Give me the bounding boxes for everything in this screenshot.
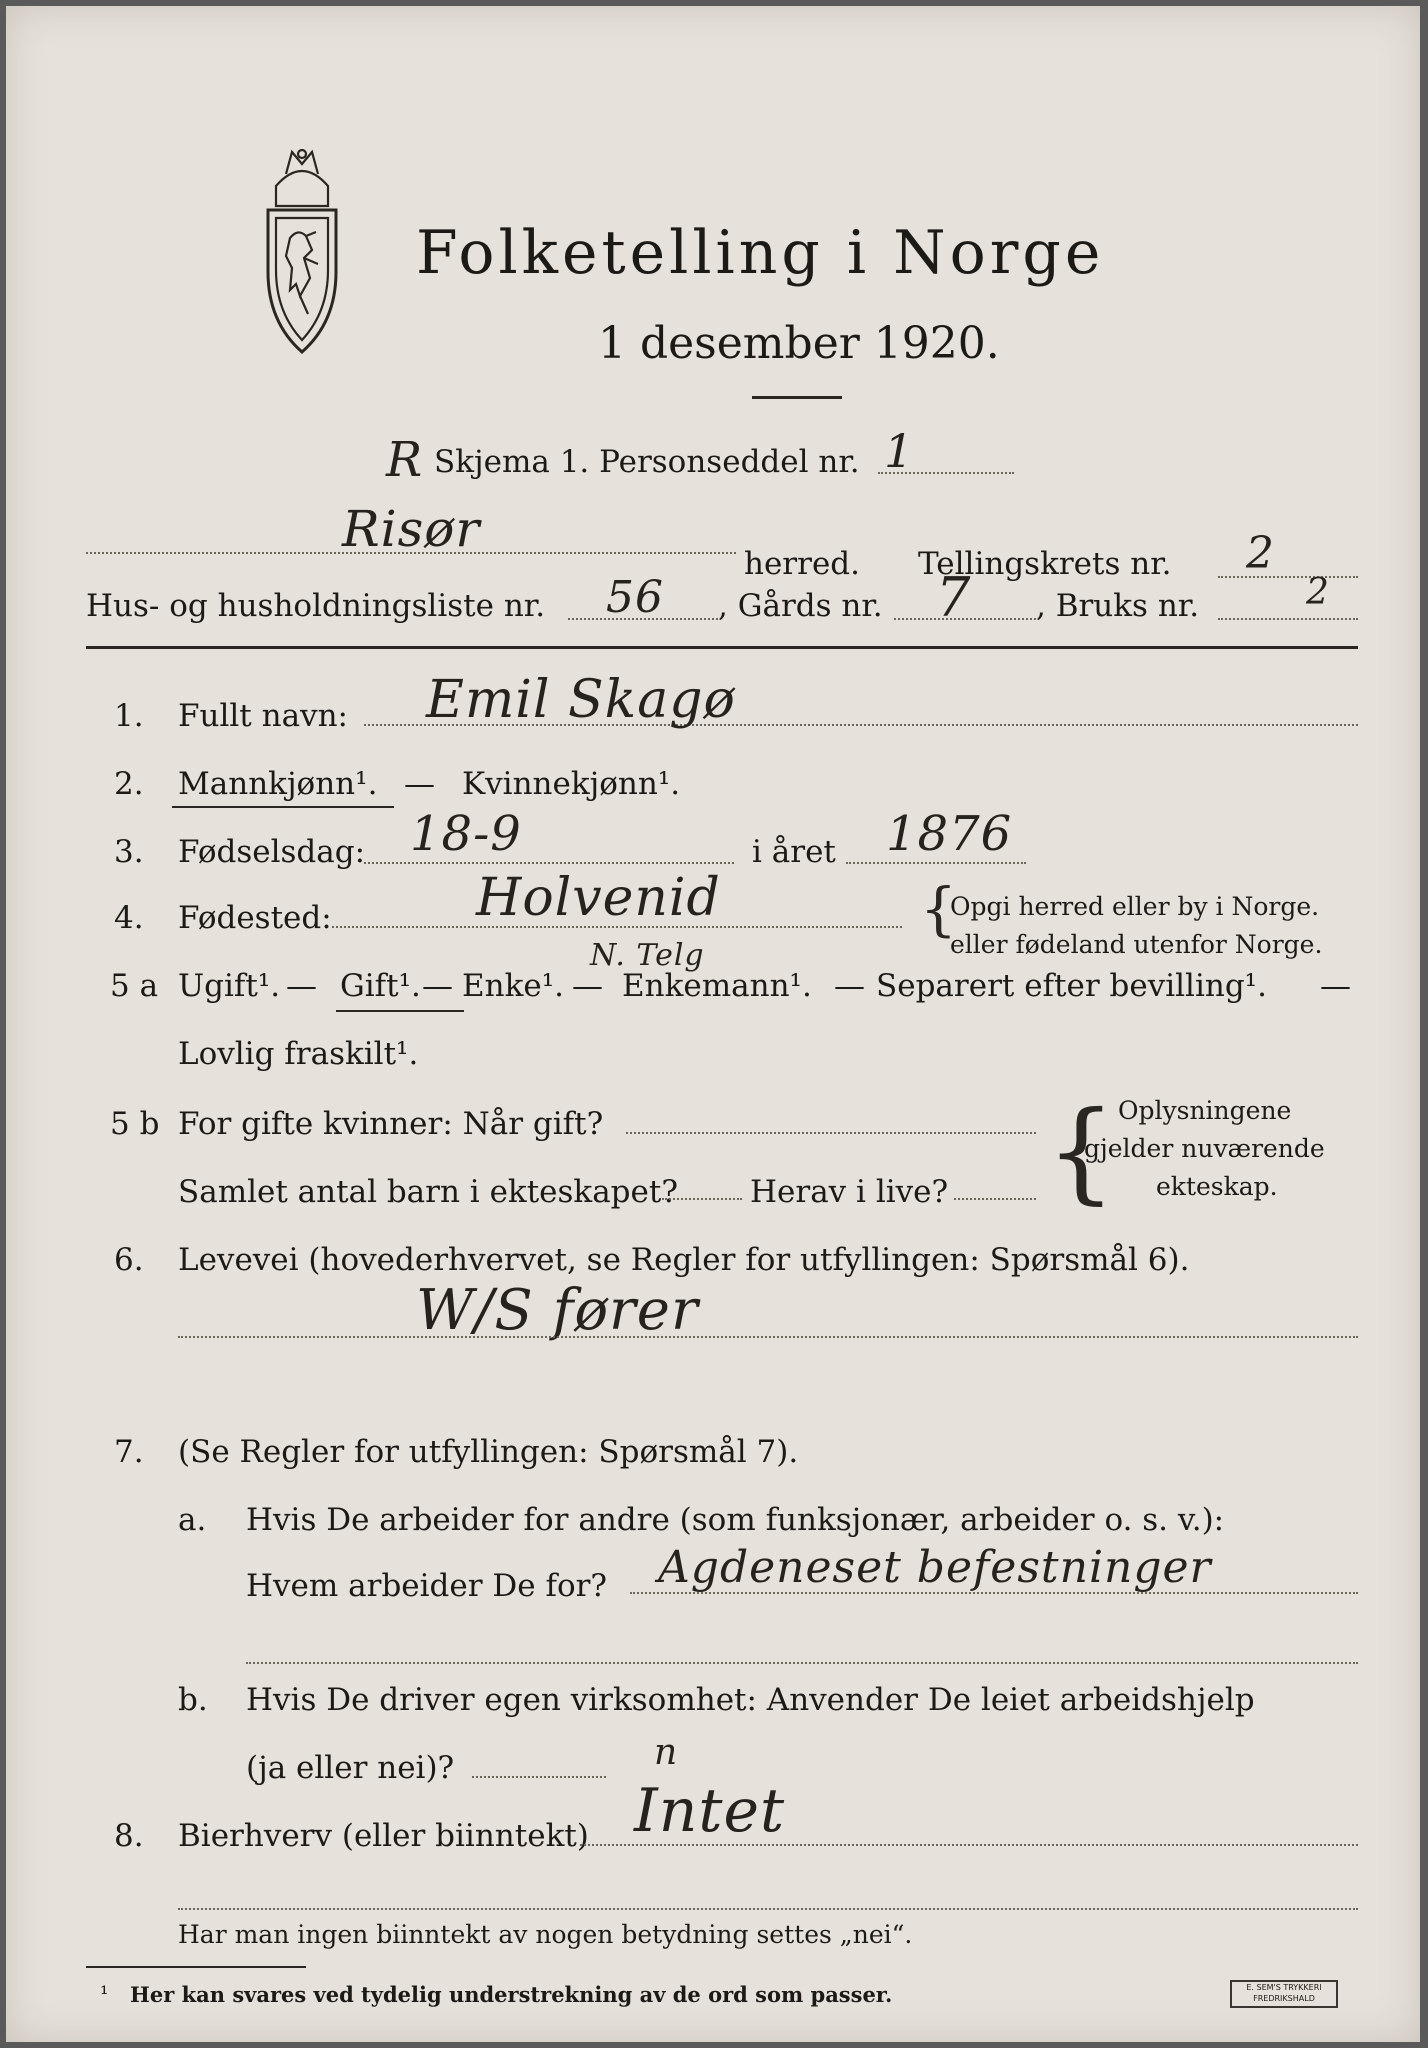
q5a-sep-2: — <box>422 968 453 1004</box>
option-lovlig-fraskilt[interactable]: Lovlig fraskilt¹. <box>178 1036 419 1072</box>
q3-year-label: i året <box>752 834 836 870</box>
q4-hint-line1: Opgi herred eller by i Norge. <box>950 892 1320 921</box>
q4-hint-line2: eller fødeland utenfor Norge. <box>950 930 1323 959</box>
q2-number: 2. <box>114 766 144 802</box>
q1-number: 1. <box>114 698 144 734</box>
q7-number: 7. <box>114 1434 144 1470</box>
q7b-letter: b. <box>178 1682 208 1718</box>
q8-extra-line <box>178 1908 1358 1910</box>
hus-label: Hus- og husholdningsliste nr. <box>86 588 546 624</box>
q6-line <box>178 1336 1358 1338</box>
form-title: Folketelling i Norge <box>416 218 1105 288</box>
q2-separator: — <box>404 766 435 802</box>
skjema-initial-hand: R <box>386 432 424 488</box>
q3-label: Fødselsdag: <box>178 834 366 870</box>
bruks-nr-line <box>1218 618 1358 620</box>
q4-label: Fødested: <box>178 900 332 936</box>
option-kvinnekjonn[interactable]: Kvinnekjønn¹. <box>462 766 681 802</box>
occupation[interactable]: W/S fører <box>416 1278 699 1343</box>
footnote-rule <box>86 1966 306 1968</box>
header-rule <box>86 646 1358 649</box>
q7-label: (Se Regler for utfyllingen: Spørsmål 7). <box>178 1434 799 1470</box>
q6-label: Levevei (hovederhvervet, se Regler for utfyllingen: Spørsmål 6). <box>178 1242 1190 1278</box>
q7a-line1: Hvis De arbeider for andre (som funksjonær, arbeider o. s. v.): <box>246 1502 1225 1538</box>
census-date: 1 desember 1920. <box>598 318 1000 369</box>
q4-number: 4. <box>114 900 144 936</box>
q5a-number: 5 a <box>110 968 159 1004</box>
q7a-line2: Hvem arbeider De for? <box>246 1568 608 1604</box>
herred-name[interactable]: Risør <box>342 500 481 558</box>
side-income[interactable]: Intet <box>634 1776 786 1846</box>
footnote-mark: ¹ <box>100 1982 109 2006</box>
q5a-sep-5: — <box>1320 968 1351 1004</box>
q5a-sep-1: — <box>286 968 317 1004</box>
q7b-line <box>472 1776 606 1778</box>
q5b-label-1: For gifte kvinner: Når gift? <box>178 1106 604 1142</box>
option-mannkjonn[interactable]: Mannkjønn¹. <box>178 766 378 802</box>
option-ugift[interactable]: Ugift¹. <box>178 968 281 1004</box>
q5b-note-1: Oplysningene <box>1118 1096 1292 1125</box>
personseddel-nr[interactable]: 1 <box>884 424 915 478</box>
q3-number: 3. <box>114 834 144 870</box>
q7b-line2: (ja eller nei)? <box>246 1750 455 1786</box>
footer-note: Har man ingen biinntekt av nogen betydning settes „nei“. <box>178 1920 913 1949</box>
norway-coat-of-arms-icon <box>246 146 358 358</box>
mannkjonn-underline <box>172 806 394 808</box>
q5b-live-line <box>954 1198 1036 1200</box>
husholdningsliste-nr[interactable]: 56 <box>606 572 664 623</box>
printer-stamp: E. SEM'S TRYKKERI FREDRIKSHALD <box>1230 1980 1338 2008</box>
option-enke[interactable]: Enke¹. <box>462 968 565 1004</box>
q5a-sep-3: — <box>572 968 603 1004</box>
q3-day-line <box>364 862 734 864</box>
option-enkemann[interactable]: Enkemann¹. <box>622 968 812 1004</box>
option-separert[interactable]: Separert efter bevilling¹. <box>876 968 1267 1004</box>
birthplace[interactable]: Holvenid <box>476 868 721 928</box>
q4-brace: { <box>920 875 957 943</box>
q8-label: Bierhverv (eller biinntekt) <box>178 1818 589 1854</box>
q5a-sep-4: — <box>834 968 865 1004</box>
skjema-label: Skjema 1. Personseddel nr. <box>434 444 860 480</box>
census-form <box>6 6 1420 2042</box>
q7a-extra-line <box>246 1662 1358 1664</box>
title-divider <box>752 396 842 399</box>
tellingskrets-line <box>1218 576 1358 578</box>
birthplace-note: N. Telg <box>590 938 705 973</box>
birth-year[interactable]: 1876 <box>886 806 1013 862</box>
q7b-line1: Hvis De driver egen virksomhet: Anvender De leiet arbeidshjelp <box>246 1682 1255 1718</box>
gards-label: , Gårds nr. <box>718 588 883 624</box>
q5b-note-2: gjelder nuværende <box>1084 1134 1325 1163</box>
q7a-letter: a. <box>178 1502 207 1538</box>
q5b-label-3: Herav i live? <box>750 1174 949 1210</box>
q1-label: Fullt navn: <box>178 698 348 734</box>
bruks-label: , Bruks nr. <box>1036 588 1200 624</box>
q5b-label-2: Samlet antal barn i ekteskapet? <box>178 1174 678 1210</box>
q5b-barn-line <box>662 1198 742 1200</box>
q3-year-line <box>846 862 1026 864</box>
q6-number: 6. <box>114 1242 144 1278</box>
q5b-number: 5 b <box>110 1106 160 1142</box>
q5b-gift-line <box>626 1132 1036 1134</box>
q8-number: 8. <box>114 1818 144 1854</box>
q5b-note-3: ekteskap. <box>1156 1172 1278 1201</box>
bruks-nr[interactable]: 2 <box>1306 572 1330 613</box>
gift-underline <box>336 1010 464 1012</box>
employer[interactable]: Agdeneset befestninger <box>658 1542 1212 1593</box>
tellingskrets-label: Tellingskrets nr. <box>918 546 1172 582</box>
option-gift[interactable]: Gift¹. <box>340 968 421 1004</box>
q5b-brace: { <box>1046 1087 1116 1215</box>
hired-help-answer[interactable]: n <box>654 1732 679 1773</box>
full-name[interactable]: Emil Skagø <box>426 670 736 730</box>
tellingskrets-nr[interactable]: 2 <box>1246 528 1275 579</box>
gards-nr[interactable]: 7 <box>936 566 972 629</box>
herred-label: herred. <box>744 546 860 582</box>
birth-day[interactable]: 18-9 <box>410 806 522 862</box>
footnote-text: Her kan svares ved tydelig understrekning av de ord som passer. <box>130 1982 893 2007</box>
